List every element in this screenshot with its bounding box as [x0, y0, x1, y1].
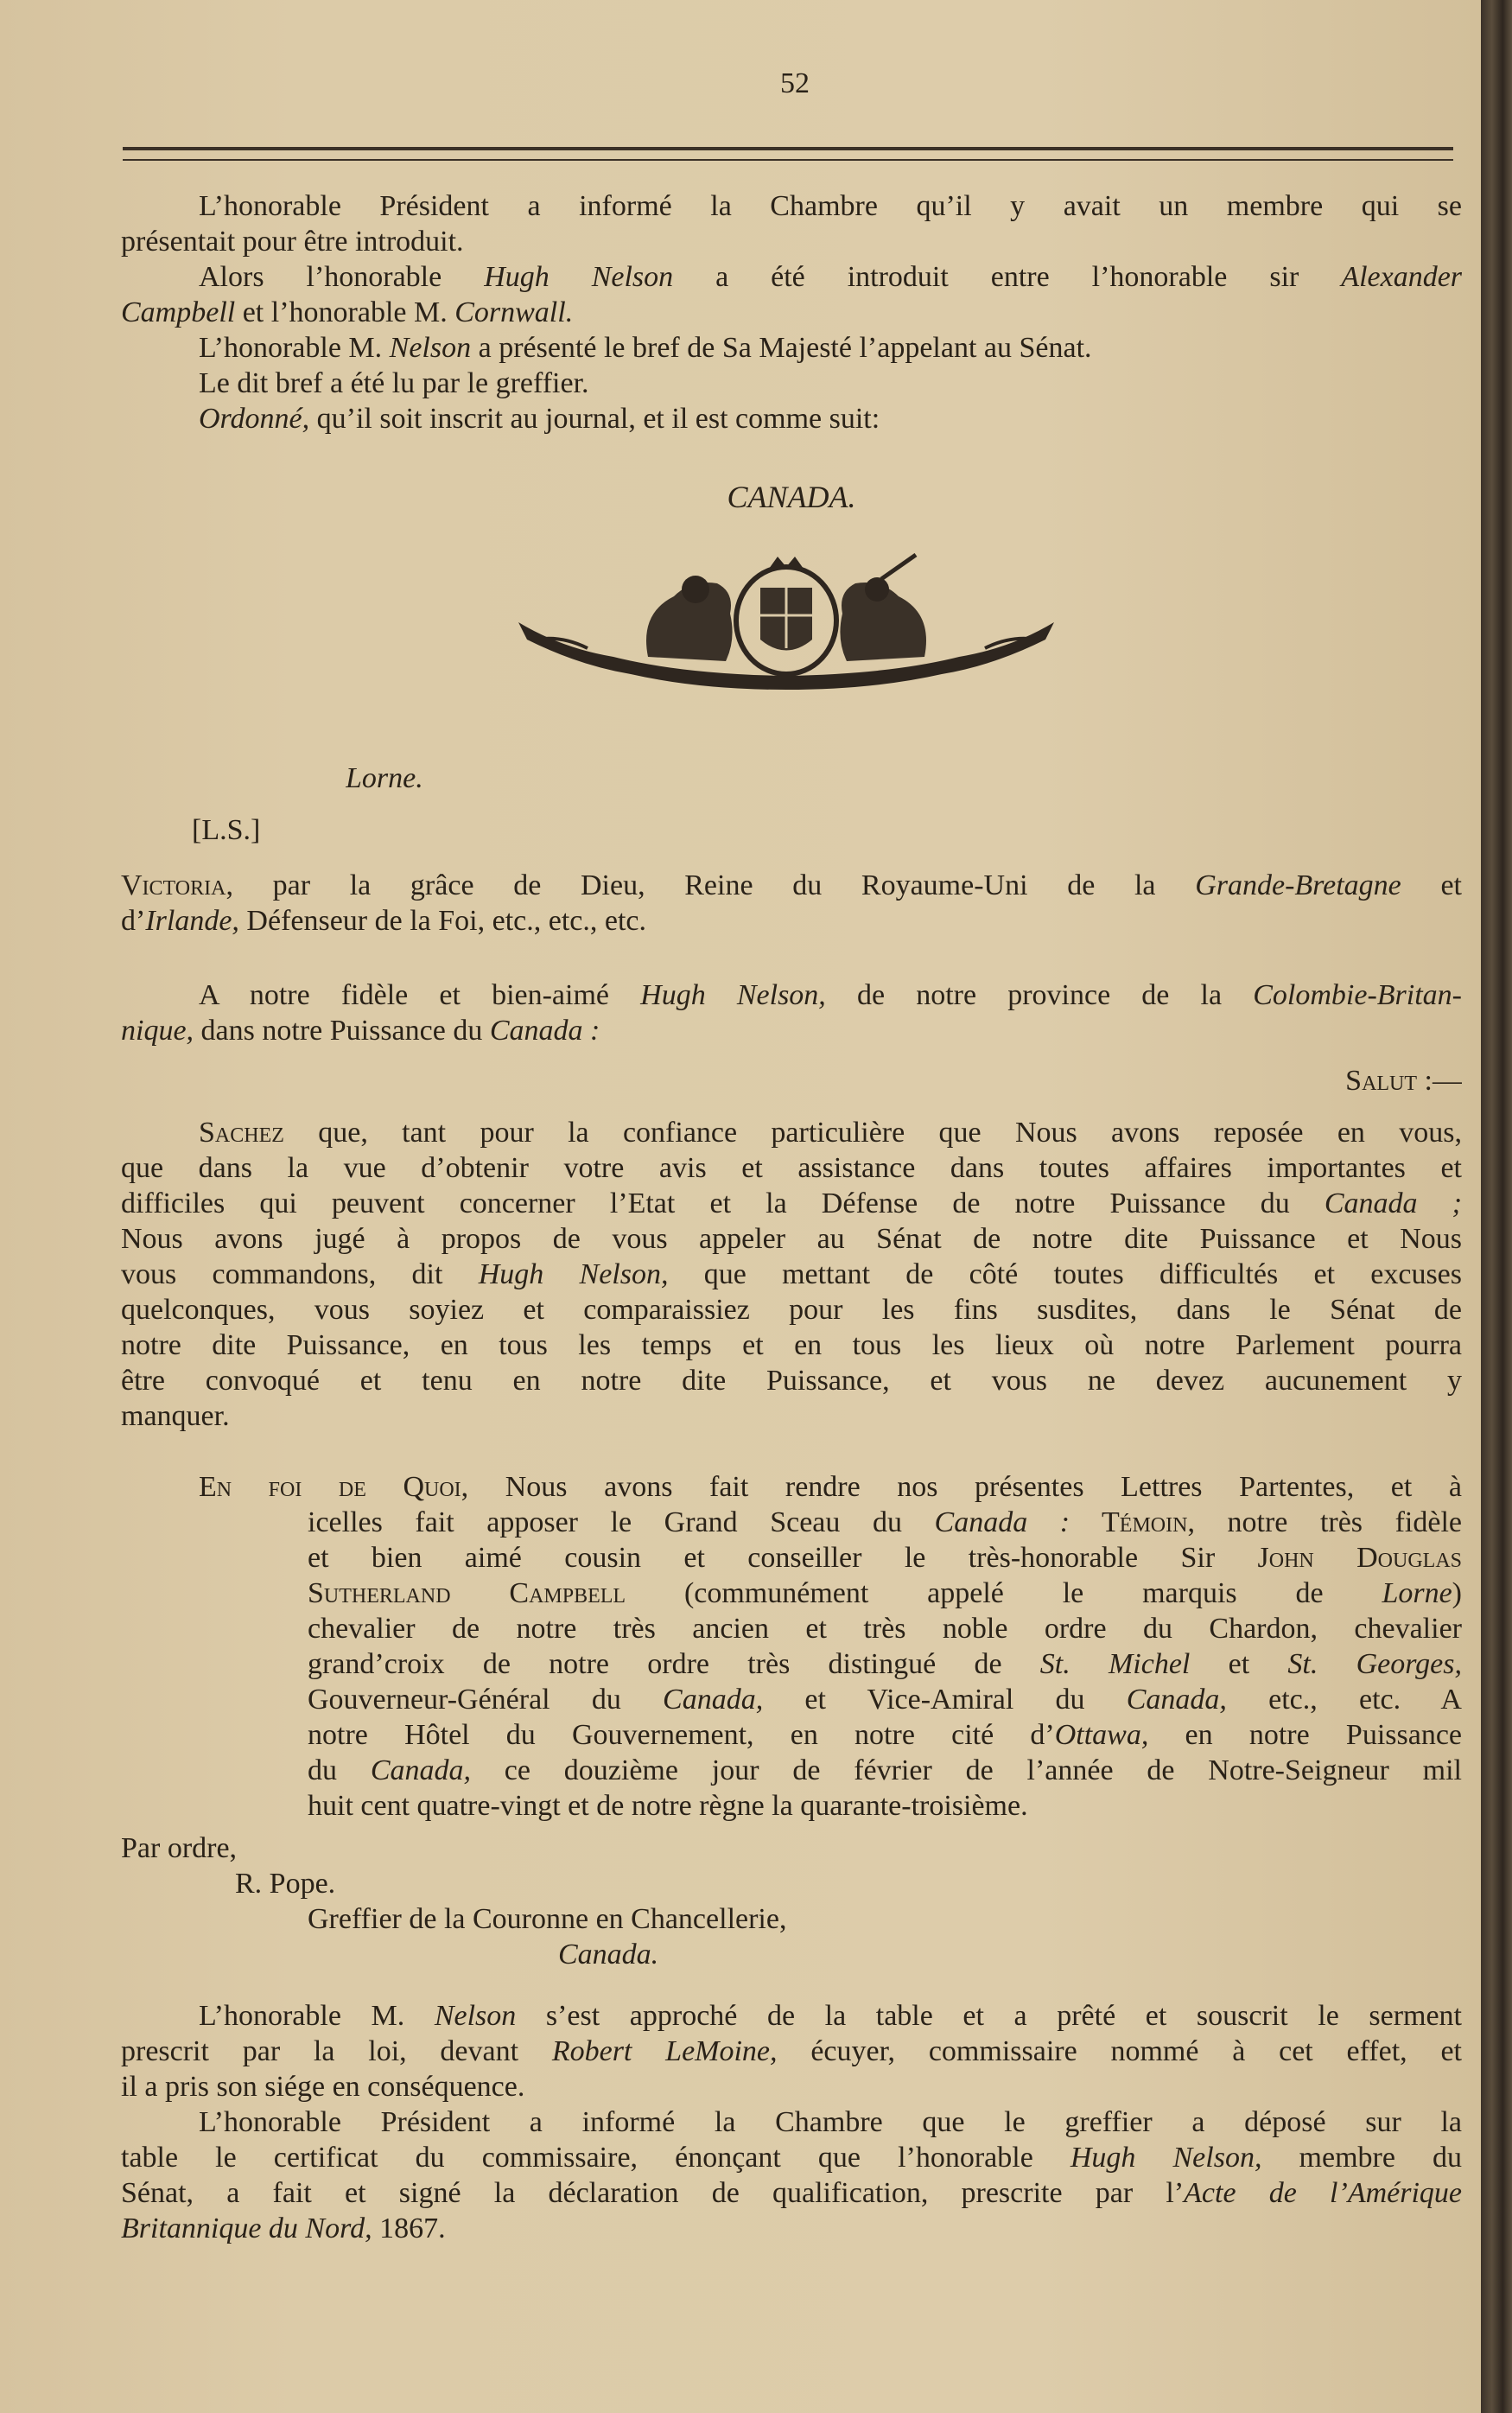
text-span: difficiles qui peuvent concerner l’Etat et la Défense de notre Puissance du	[121, 1187, 1325, 1219]
signature-text: Lorne.	[346, 762, 423, 794]
paragraph-line	[121, 2034, 1462, 2069]
sovereign-name: Victoria	[121, 869, 226, 901]
text-span: Alors l’honorable	[199, 261, 485, 293]
text-span: Sénat, a fait et signé la déclaration de qualification, prescrite par l’	[121, 2177, 1185, 2209]
text-span: et bien aimé cousin et conseiller le très-honorable Sir	[308, 1542, 1258, 1574]
paragraph-line: présentait pour être introduit.	[121, 226, 464, 258]
order-by: Par ordre,	[121, 1832, 238, 1864]
place-name: Grande-Bretagne	[1195, 869, 1401, 901]
person-name: Alexander	[1341, 261, 1462, 293]
text-span: A notre fidèle et bien-aimé	[199, 979, 641, 1011]
paragraph-line: quelconques, vous soyiez et comparaissiez pour les fins susdites, dans le Sénat de	[121, 1294, 1462, 1326]
paragraph-line	[308, 1646, 1462, 1682]
paragraph-line	[121, 903, 1462, 939]
text-span: notre Hôtel du Gouvernement, en notre cité d’	[308, 1719, 1055, 1751]
place-name: Canada :	[934, 1506, 1070, 1538]
signatory-place	[558, 1937, 904, 1972]
person-name: John Douglas	[1257, 1542, 1462, 1574]
seal-mark: [L.S.]	[192, 814, 261, 846]
text-span: St. Georges,	[1287, 1648, 1462, 1680]
text-span: de notre province de la	[825, 979, 1254, 1011]
heading-canada	[121, 480, 1462, 515]
act-title: Acte de l’Amérique	[1184, 2177, 1462, 2209]
text-span: écuyer, commissaire nommé à cet effet, et	[777, 2035, 1462, 2067]
paragraph-line	[308, 1753, 1462, 1788]
text-span: table le certificat du commissaire, énonçant que l’honorable	[121, 2142, 1070, 2174]
paragraph-line	[121, 977, 1462, 1013]
heading-text: CANADA.	[727, 480, 856, 514]
person-name: Nelson	[434, 2000, 517, 2032]
signatory-title: Greffier de la Couronne en Chancellerie,	[308, 1903, 787, 1935]
paragraph-line	[308, 1717, 1462, 1753]
place-name: Canada ;	[1324, 1187, 1462, 1219]
text-span: Témoin,	[1070, 1506, 1195, 1538]
place-name: Canada.	[558, 1939, 659, 1971]
book-spine	[1481, 0, 1512, 2413]
text-span: St. Michel	[1039, 1648, 1191, 1680]
person-name: Robert LeMoine,	[551, 2035, 778, 2067]
person-name: Cornwall.	[454, 296, 574, 328]
place-name: nique,	[121, 1015, 194, 1047]
person-name: Campbell	[121, 296, 236, 328]
paragraph-line: Le dit bref a été lu par le greffier.	[199, 367, 589, 399]
paragraph-line	[121, 1998, 1462, 2034]
text-span: et Vice-Amiral du	[763, 1684, 1127, 1716]
paragraph-line	[121, 2140, 1462, 2175]
royal-coat-of-arms-icon	[510, 553, 1063, 691]
paragraph-line	[308, 1540, 1462, 1576]
paragraph-line	[121, 259, 1462, 295]
paragraph-line: être convoqué et tenu en notre dite Puissance, et vous ne devez aucunement y	[121, 1365, 1462, 1397]
place-name: Irlande,	[145, 905, 239, 937]
text-span: prescrit par la loi, devant	[121, 2035, 552, 2067]
text-span: que, tant pour la confiance particulière que Nous avons reposée en vous,	[283, 1117, 1462, 1149]
place-name: Canada,	[1126, 1684, 1227, 1716]
text-span: et	[1401, 869, 1462, 901]
text-span: Ordonné,	[199, 403, 310, 435]
text-span: En foi de Quoi,	[199, 1471, 469, 1503]
text-span: a été introduit entre l’honorable sir	[673, 261, 1342, 293]
person-name: Lorne	[1382, 1577, 1452, 1609]
place-name: Canada :	[489, 1015, 600, 1047]
paragraph-line	[121, 295, 1462, 330]
person-name: Nelson	[389, 332, 472, 364]
text-span: notre très fidèle	[1194, 1506, 1462, 1538]
person-name: Hugh Nelson,	[1070, 2142, 1262, 2174]
paragraph-line: il a pris son siége en conséquence.	[121, 2071, 525, 2103]
text-span: en notre Puissance	[1148, 1719, 1462, 1751]
paragraph-line: manquer.	[121, 1400, 230, 1432]
text-span: Sachez	[199, 1117, 284, 1149]
text-span: L’honorable M.	[199, 332, 390, 364]
paragraph-line: que dans la vue d’obtenir votre avis et assistance dans toutes affaires importantes et	[121, 1152, 1462, 1184]
paragraph-line	[121, 2211, 1462, 2246]
paragraph-line	[308, 1576, 1462, 1611]
text-span: dans notre Puissance du	[194, 1015, 490, 1047]
text-span: et l’honorable M.	[235, 296, 455, 328]
person-name: Hugh Nelson,	[478, 1258, 669, 1290]
paragraph-line: L’honorable Président a informé la Chambre que le greffier a déposé sur la	[199, 2106, 1462, 2138]
text-span: , par la grâce de Dieu, Reine du Royaume-Uni de la	[226, 869, 1196, 901]
text-span: que mettant de côté toutes difficultés et excuses	[668, 1258, 1462, 1290]
paragraph-line	[121, 401, 1462, 436]
page-number: 52	[780, 67, 810, 99]
text-span: membre du	[1261, 2142, 1462, 2174]
text-span: grand’croix de notre ordre très distingué de	[308, 1648, 1040, 1680]
paragraph-line	[308, 1682, 1462, 1717]
text-span: du	[308, 1754, 371, 1786]
signatory-name	[235, 1866, 753, 1901]
text-span: )	[1452, 1577, 1462, 1609]
header-rule	[123, 147, 1453, 161]
signature-lorne	[346, 761, 605, 796]
text-span: (communément appelé le marquis de	[626, 1577, 1382, 1609]
text-span: qu’il soit inscrit au journal, et il est comme suit:	[309, 403, 880, 435]
text-span: et	[1190, 1648, 1288, 1680]
place-name: Ottawa,	[1054, 1719, 1149, 1751]
act-title: Britannique du Nord,	[121, 2212, 372, 2244]
person-name: Hugh Nelson	[484, 261, 674, 293]
paragraph-line	[308, 1505, 1462, 1540]
paragraph-line: L’honorable Président a informé la Chambre qu’il y avait un membre qui se	[199, 190, 1462, 222]
paragraph-line	[121, 330, 1462, 366]
place-name: Canada,	[370, 1754, 471, 1786]
paragraph-line: chevalier de notre très ancien et très noble ordre du Chardon, chevalier	[308, 1613, 1462, 1645]
paragraph-line	[121, 868, 1462, 903]
paragraph-line: notre dite Puissance, en tous les temps et en tous les lieux où notre Parlement pourra	[121, 1329, 1462, 1361]
person-name: Sutherland Campbell	[308, 1577, 626, 1609]
text-span: 1867.	[372, 2212, 446, 2244]
paragraph-line	[121, 1013, 1462, 1048]
text-span: etc., etc. A	[1226, 1684, 1462, 1716]
place-name: Colombie-Britan-	[1253, 979, 1462, 1011]
text-span: L’honorable M.	[199, 2000, 435, 2032]
salutation: Salut :—	[1345, 1065, 1462, 1097]
text-span: Gouverneur-Général du	[308, 1684, 664, 1716]
place-name: Canada,	[663, 1684, 764, 1716]
text-span: Défenseur de la Foi, etc., etc., etc.	[238, 905, 646, 937]
signatory-name-text: R. Pope.	[235, 1868, 336, 1900]
text-span: ce douzième jour de février de l’année de Notre-Seigneur mil	[471, 1754, 1462, 1786]
paragraph-line: Nous avons jugé à propos de vous appeler au Sénat de notre dite Puissance et Nous	[121, 1223, 1462, 1255]
text-span: icelles fait apposer le Grand Sceau du	[308, 1506, 935, 1538]
paragraph-line	[121, 1115, 1462, 1150]
paragraph-line	[121, 1186, 1462, 1221]
text-span: a présenté le bref de Sa Majesté l’appelant au Sénat.	[471, 332, 1092, 364]
text-span: Nous avons fait rendre nos présentes Lettres Partentes, et à	[468, 1471, 1462, 1503]
paragraph-line	[121, 1257, 1462, 1292]
text-span: s’est approché de la table et a prêté et souscrit le serment	[516, 2000, 1462, 2032]
paragraph-line	[199, 1469, 1462, 1505]
text-span: d’	[121, 905, 146, 937]
paragraph-line	[121, 2175, 1462, 2211]
text-span: vous commandons, dit	[121, 1258, 479, 1290]
paragraph-line: huit cent quatre-vingt et de notre règne la quarante-troisième.	[308, 1790, 1028, 1822]
person-name: Hugh Nelson,	[640, 979, 826, 1011]
